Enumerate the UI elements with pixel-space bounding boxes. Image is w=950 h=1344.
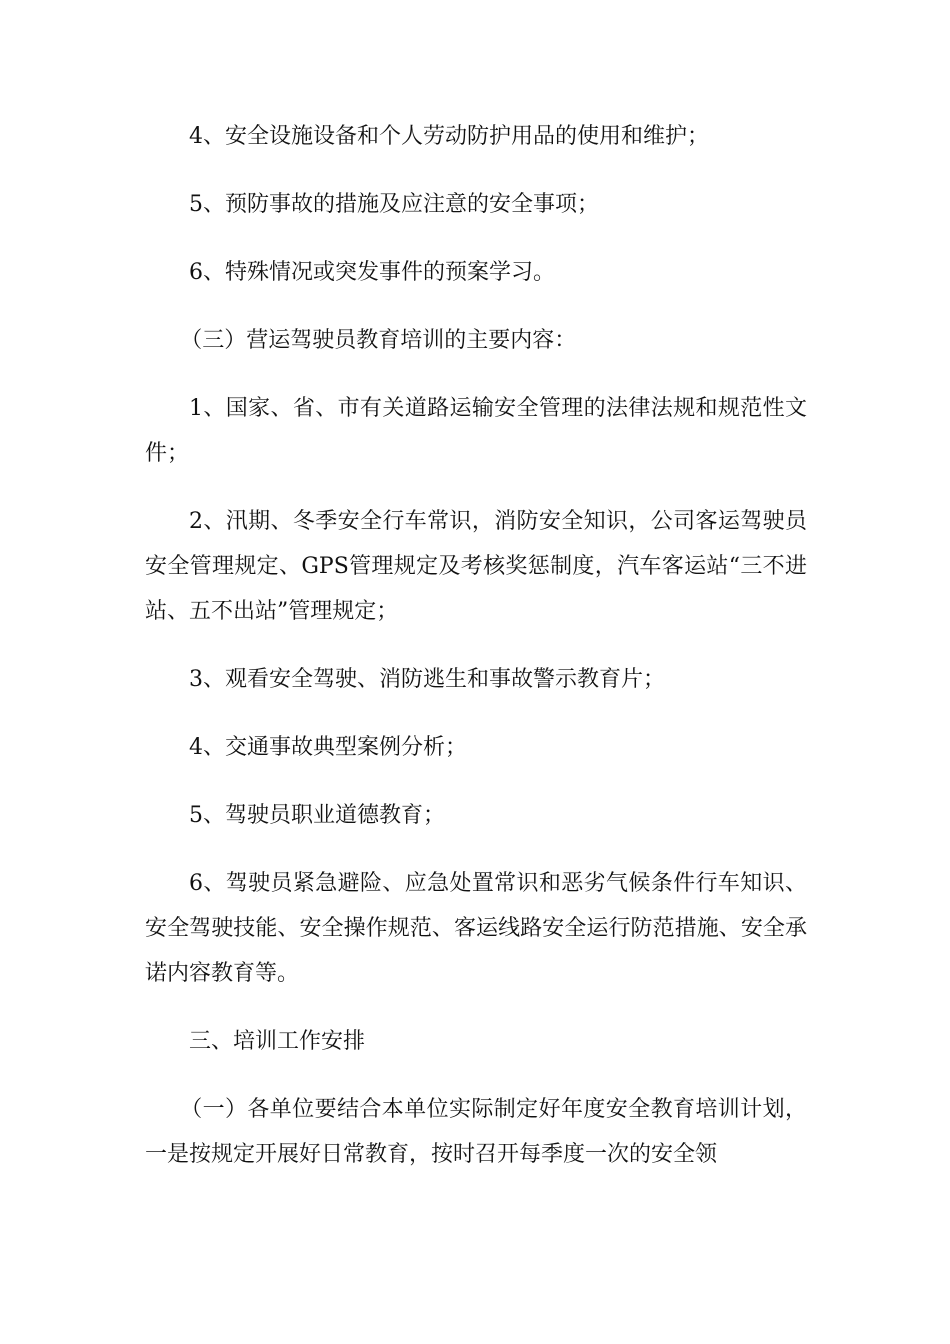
list-item-4-safety-equipment: 4、安全设施设备和个人劳动防护用品的使用和维护； [189, 124, 709, 149]
document-body [145, 114, 807, 1200]
list-item-6-emergency-driving: 6、驾驶员紧急避险、应急处置常识和恶劣气候条件行车知识、安全驾驶技能、安全操作规范、客运线路安全运行防范措施、安全承诺内容教育等。 [145, 871, 807, 986]
list-item-3-education-films: 3、观看安全驾驶、消防逃生和事故警示教育片； [189, 667, 665, 692]
list-item-2-seasonal-safety: 2、汛期、冬季安全行车常识，消防安全知识，公司客运驾驶员安全管理规定、GPS管理规定及考核奖惩制度，汽车客运站“三不进站、五不出站”管理规定； [145, 509, 807, 624]
list-item-4-case-analysis: 4、交通事故典型案例分析； [189, 735, 467, 760]
list-item-5-accident-prevention: 5、预防事故的措施及应注意的安全事项； [189, 192, 599, 217]
section-heading-driver-training: （三）营运驾驶员教育培训的主要内容： [180, 328, 577, 353]
list-item-1-laws-regulations: 1、国家、省、市有关道路运输安全管理的法律法规和规范性文件； [145, 396, 807, 466]
list-item-6-emergency-plan: 6、特殊情况或突发事件的预案学习。 [189, 260, 555, 285]
section-heading-training-arrangement: 三、培训工作安排 [189, 1029, 366, 1054]
paragraph-annual-training-plan: （一）各单位要结合本单位实际制定好年度安全教育培训计划，一是按规定开展好日常教育，按时召开每季度一次的安全领 [145, 1097, 807, 1167]
list-item-5-professional-ethics: 5、驾驶员职业道德教育； [189, 803, 445, 828]
